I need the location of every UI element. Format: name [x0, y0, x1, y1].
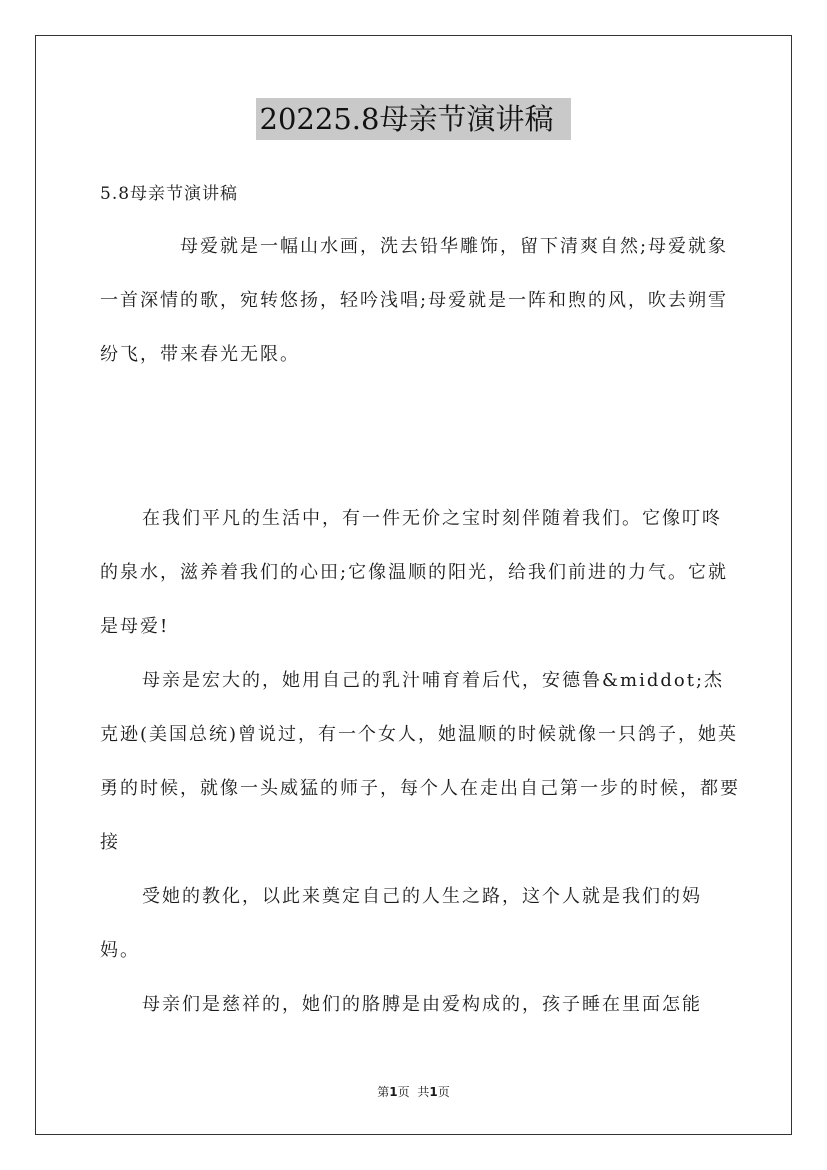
document-subtitle: 5.8母亲节演讲稿 [100, 184, 239, 204]
paragraph-5: 母亲们是慈祥的，她们的胳膊是由爱构成的，孩子睡在里面怎能 [142, 994, 702, 1015]
total-prefix: 共 [417, 1085, 430, 1099]
paragraph-3: 母亲是宏大的，她用自己的乳汁哺育着后代，安德鲁&middot;杰克逊(美国总统)曾说过，有一个女人，她温顺的时候就像一只鸽子，她英勇的时候，就像一头威猛的师子，每个人在走出自己第一步的时候，都要接 [100, 670, 740, 853]
total-suffix: 页 [437, 1085, 450, 1099]
page-total: 1 [429, 1085, 438, 1099]
page-number: 1 [389, 1085, 398, 1099]
page-prefix: 第 [377, 1085, 390, 1099]
page-footer [0, 1083, 827, 1101]
paragraph-2: 在我们平凡的生活中，有一件无价之宝时刻伴随着我们。它像叮咚的泉水，滋养着我们的心田;它像温顺的阳光，给我们前进的力气。它就是母爱! [100, 508, 729, 637]
page-suffix: 页 [397, 1085, 410, 1099]
paragraph-1: 母爱就是一幅山水画，洗去铅华雕饰，留下清爽自然;母爱就象一首深情的歌，宛转悠扬，轻吟浅唱;母爱就是一阵和煦的风，吹去朔雪纷飞，带来春光无限。 [100, 236, 729, 365]
document-title: 20225.8母亲节演讲稿 [256, 98, 572, 140]
paragraph-4: 受她的教化，以此来奠定自己的人生之路，这个人就是我们的妈妈。 [100, 886, 702, 961]
title-container [0, 98, 827, 140]
